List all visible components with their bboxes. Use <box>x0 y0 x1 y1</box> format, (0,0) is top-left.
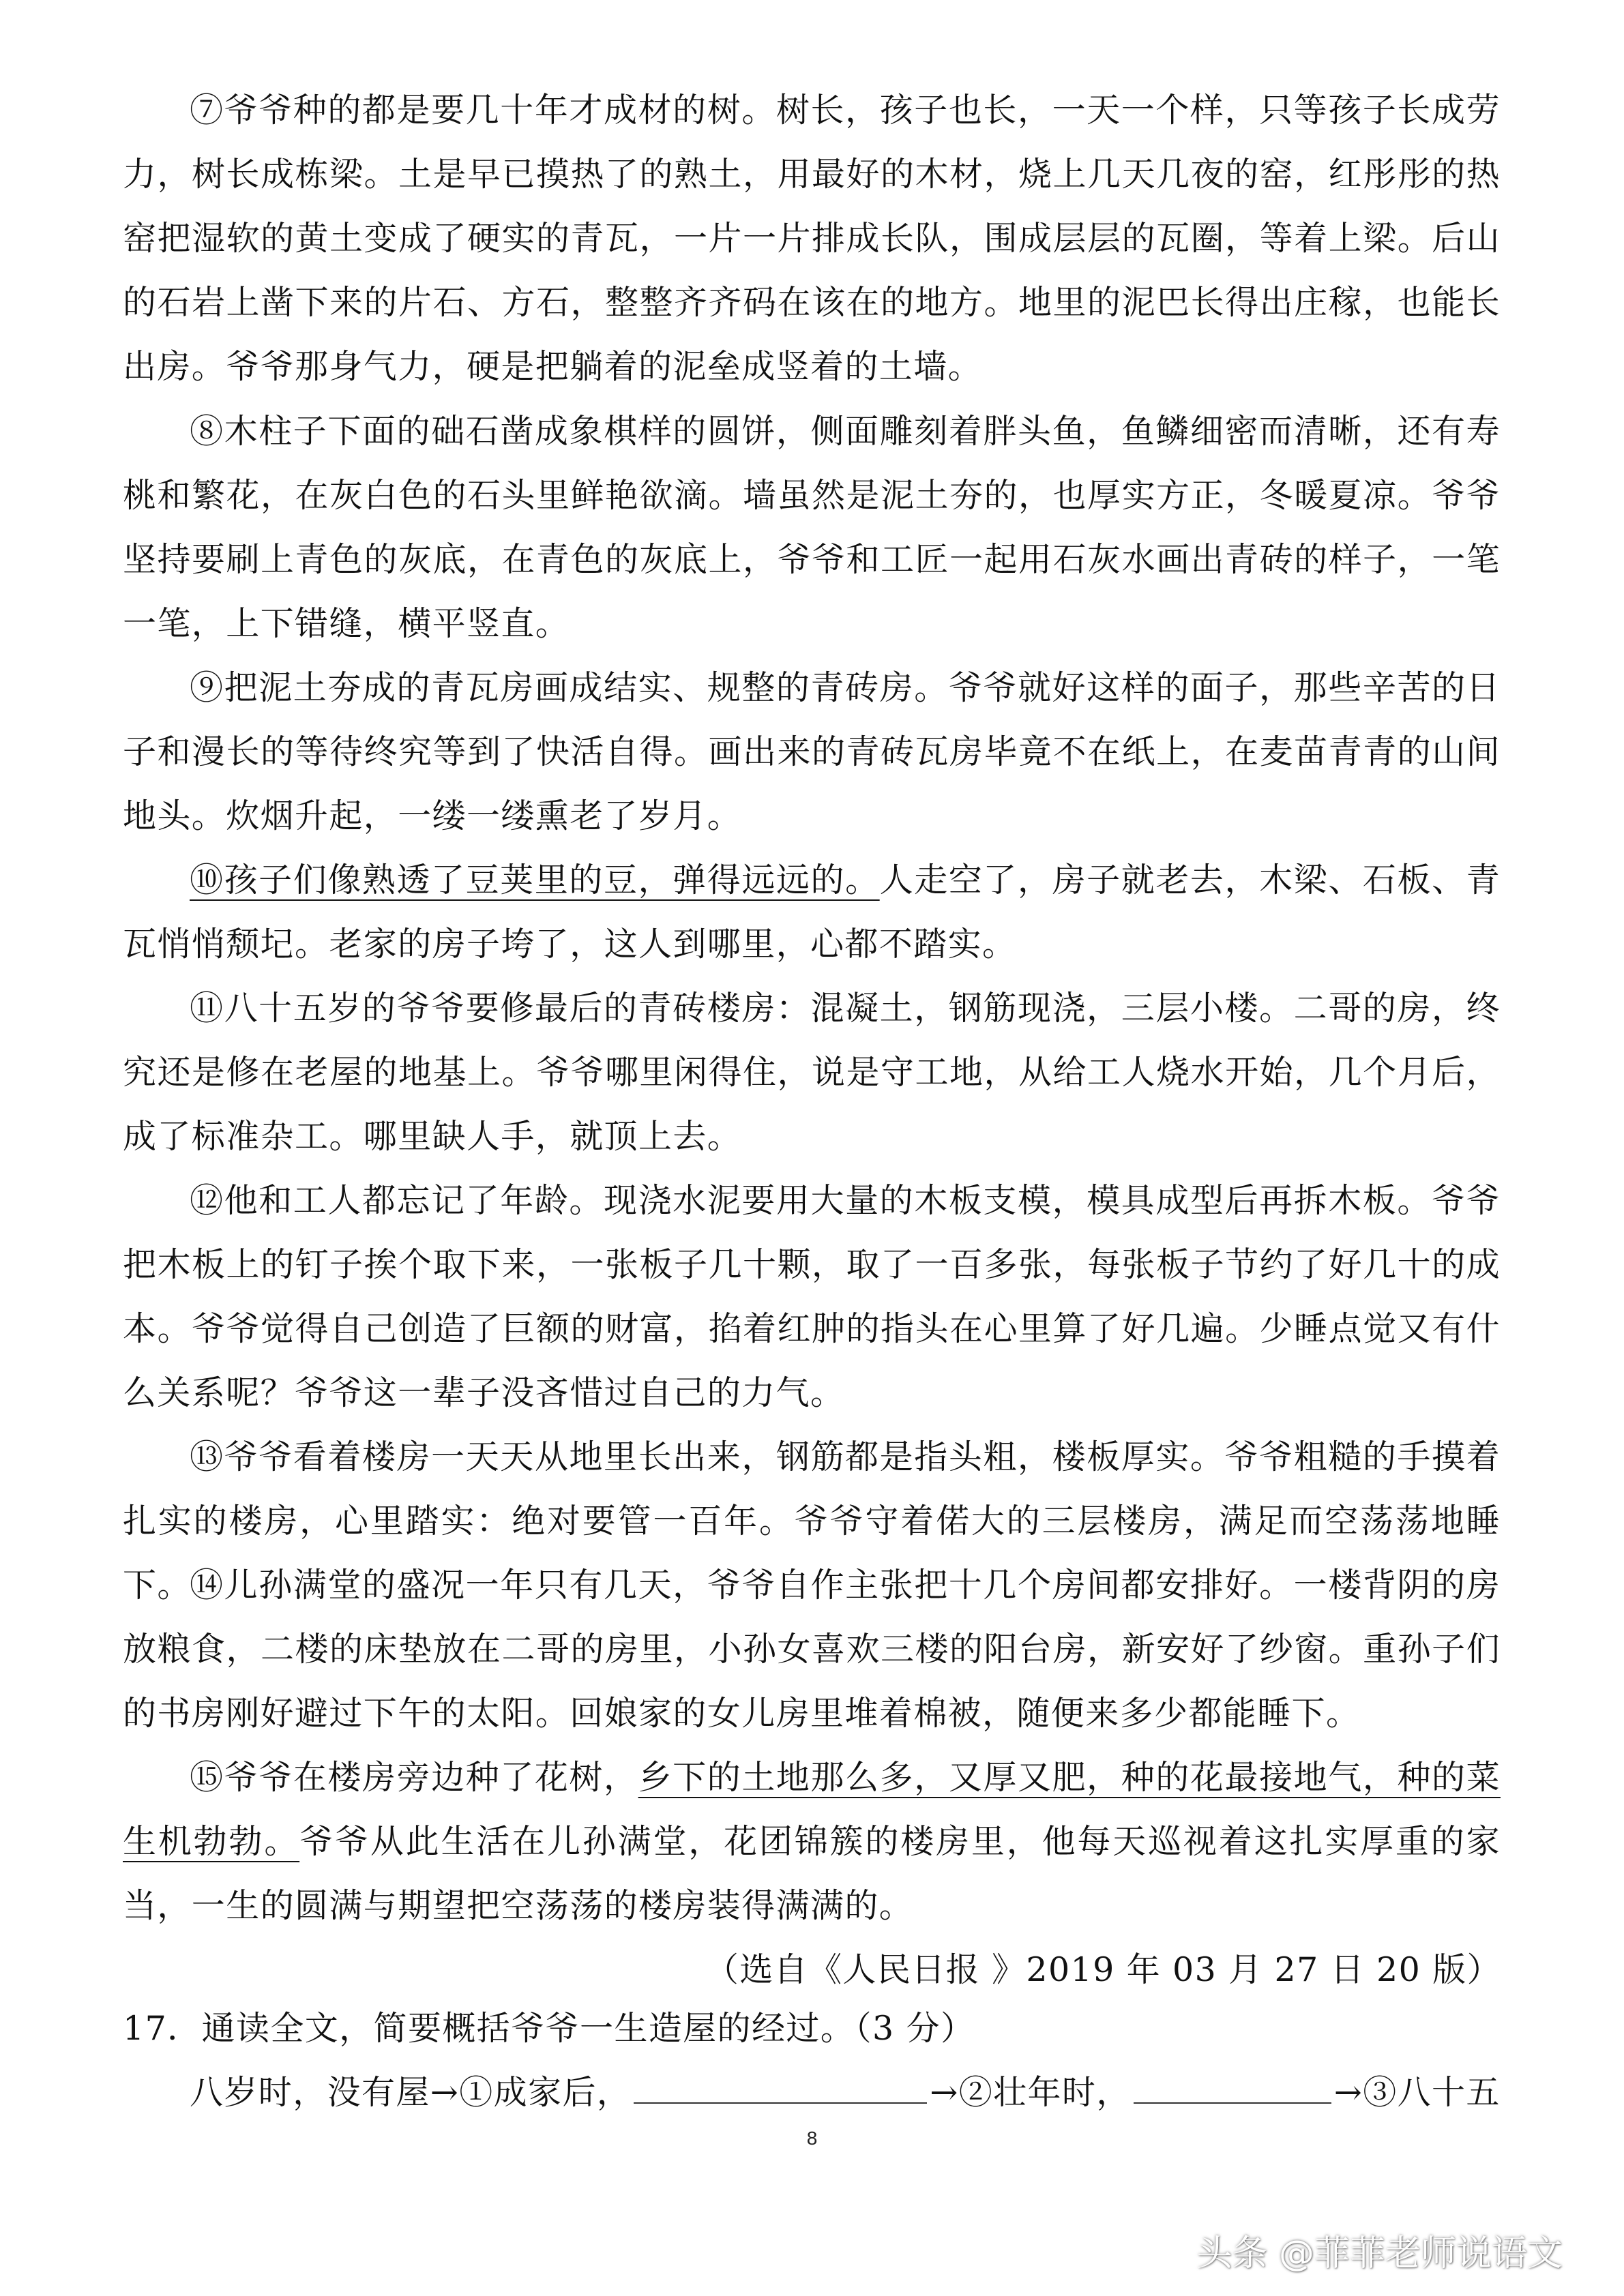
paragraph-15-text: 爷爷从此生活在儿孙满堂，花团锦簇的楼房里，他每天巡视着这扎实厚重的家当，一生的圆满与期望把空荡荡的楼房装得满满的。 <box>123 1822 1501 1925</box>
paragraph-10-text: 人走空了，房子就老去，木梁、石板、青瓦悄悄颓圮。老家的房子垮了，这人到哪里，心都不踏实。 <box>123 861 1501 964</box>
paragraph-12 <box>123 1169 1501 1425</box>
question-17-answer-line <box>123 2061 1501 2125</box>
answer-prompt-1: 八岁时，没有屋→①成家后， <box>190 2073 632 2112</box>
paragraph-10-underlined-sentence: ⑩孩子们像熟透了豆荚里的豆，弹得远远的。 <box>190 861 880 899</box>
paragraph-14 <box>123 1553 1501 1746</box>
answer-prompt-3: →③八十五 <box>1333 2073 1501 2112</box>
paragraph-12-text: ⑫他和工人都忘记了年龄。现浇水泥要用大量的木板支模，模具成型后再拆木板。爷爷把木板上的钉子挨个取下来，一张板子几十颗，取了一百多张，每张板子节约了好几十的成本。爷爷觉得自己创造了巨额的财富，掐着红肿的指头在心里算了好几遍。少睡点觉又有什么关系呢？爷爷这一辈子没吝惜过自己的力气。 <box>123 1181 1501 1412</box>
watermark <box>1196 2224 1563 2276</box>
paragraph-15 <box>123 1746 1501 1938</box>
answer-blank-2[interactable] <box>1134 2061 1331 2104</box>
paragraph-7 <box>123 78 1501 399</box>
paragraph-9 <box>123 656 1501 848</box>
paragraph-8 <box>123 400 1501 656</box>
answer-prompt-2: →②壮年时， <box>930 2073 1131 2112</box>
paragraph-8-text: ⑧木柱子下面的础石凿成象棋样的圆饼，侧面雕刻着胖头鱼，鱼鳞细密而清晰，还有寿桃和繁花，在灰白色的石头里鲜艳欲滴。墙虽然是泥土夯的，也厚实方正，冬暖夏凉。爷爷坚持要刷上青色的灰底，在青色的灰底上，爷爷和工匠一起用石灰水画出青砖的样子，一笔一笔，上下错缝，横平竖直。 <box>123 412 1501 643</box>
paragraph-13-text: ⑬爷爷看着楼房一天天从地里长出来，钢筋都是指头粗，楼板厚实。爷爷粗糙的手摸着扎实的楼房，心里踏实：绝对要管一百年。爷爷守着偌大的三层楼房，满足而空荡荡地睡下。 <box>123 1437 1501 1605</box>
question-17: 17．通读全文，简要概括爷爷一生造屋的经过。（3 分） <box>123 2009 975 2048</box>
page-number: 8 <box>806 2128 818 2149</box>
paragraph-15-underlined-sentence: 乡下的土地那么多，又厚又肥，种的花最接地气，种的菜生机勃勃。 <box>123 1758 1501 1861</box>
paragraph-11 <box>123 976 1501 1169</box>
paragraph-9-text: ⑨把泥土夯成的青瓦房画成结实、规整的青砖房。爷爷就好这样的面子，那些辛苦的日子和漫长的等待终究等到了快活自得。画出来的青砖瓦房毕竟不在纸上，在麦苗青青的山间地头。炊烟升起，一缕一缕熏老了岁月。 <box>123 668 1501 835</box>
answer-blank-1[interactable] <box>634 2061 927 2104</box>
paragraph-15-lead: ⑮爷爷在楼房旁边种了花树， <box>190 1758 638 1797</box>
paragraph-7-text: ⑦爷爷种的都是要几十年才成材的树。树长，孩子也长，一天一个样，只等孩子长成劳力，树长成栋梁。土是早已摸热了的熟土，用最好的木材，烧上几天几夜的窑，红彤彤的热窑把湿软的黄土变成了硬实的青瓦，一片一片排成长队，围成层层的瓦圈，等着上梁。后山的石岩上凿下来的片石、方石，整整齐齐码在该在的地方。地里的泥巴长得出庄稼，也能长出房。爷爷那身气力，硬是把躺着的泥垒成竖着的土墙。 <box>123 91 1501 386</box>
paragraph-10 <box>123 848 1501 976</box>
paragraph-14-text: ⑭儿孙满堂的盛况一年只有几天，爷爷自作主张把十几个房间都安排好。一楼背阴的房放粮食，二楼的床垫放在二哥的房里，小孙女喜欢三楼的阳台房，新安好了纱窗。重孙子们的书房刚好避过下午的太阳。回娘家的女儿房里堆着棉被，随便来多少都能睡下。 <box>123 1566 1501 1733</box>
source-citation: （选自《人民日报 》2019 年 03 月 27 日 20 版） <box>705 1950 1501 1989</box>
watermark-text: 头条 @菲菲老师说语文 <box>1196 2233 1563 2274</box>
paragraph-11-text: ⑪八十五岁的爷爷要修最后的青砖楼房：混凝土，钢筋现浇，三层小楼。二哥的房，终究还是修在老屋的地基上。爷爷哪里闲得住，说是守工地，从给工人烧水开始，几个月后，成了标准杂工。哪里缺人手，就顶上去。 <box>123 989 1501 1156</box>
